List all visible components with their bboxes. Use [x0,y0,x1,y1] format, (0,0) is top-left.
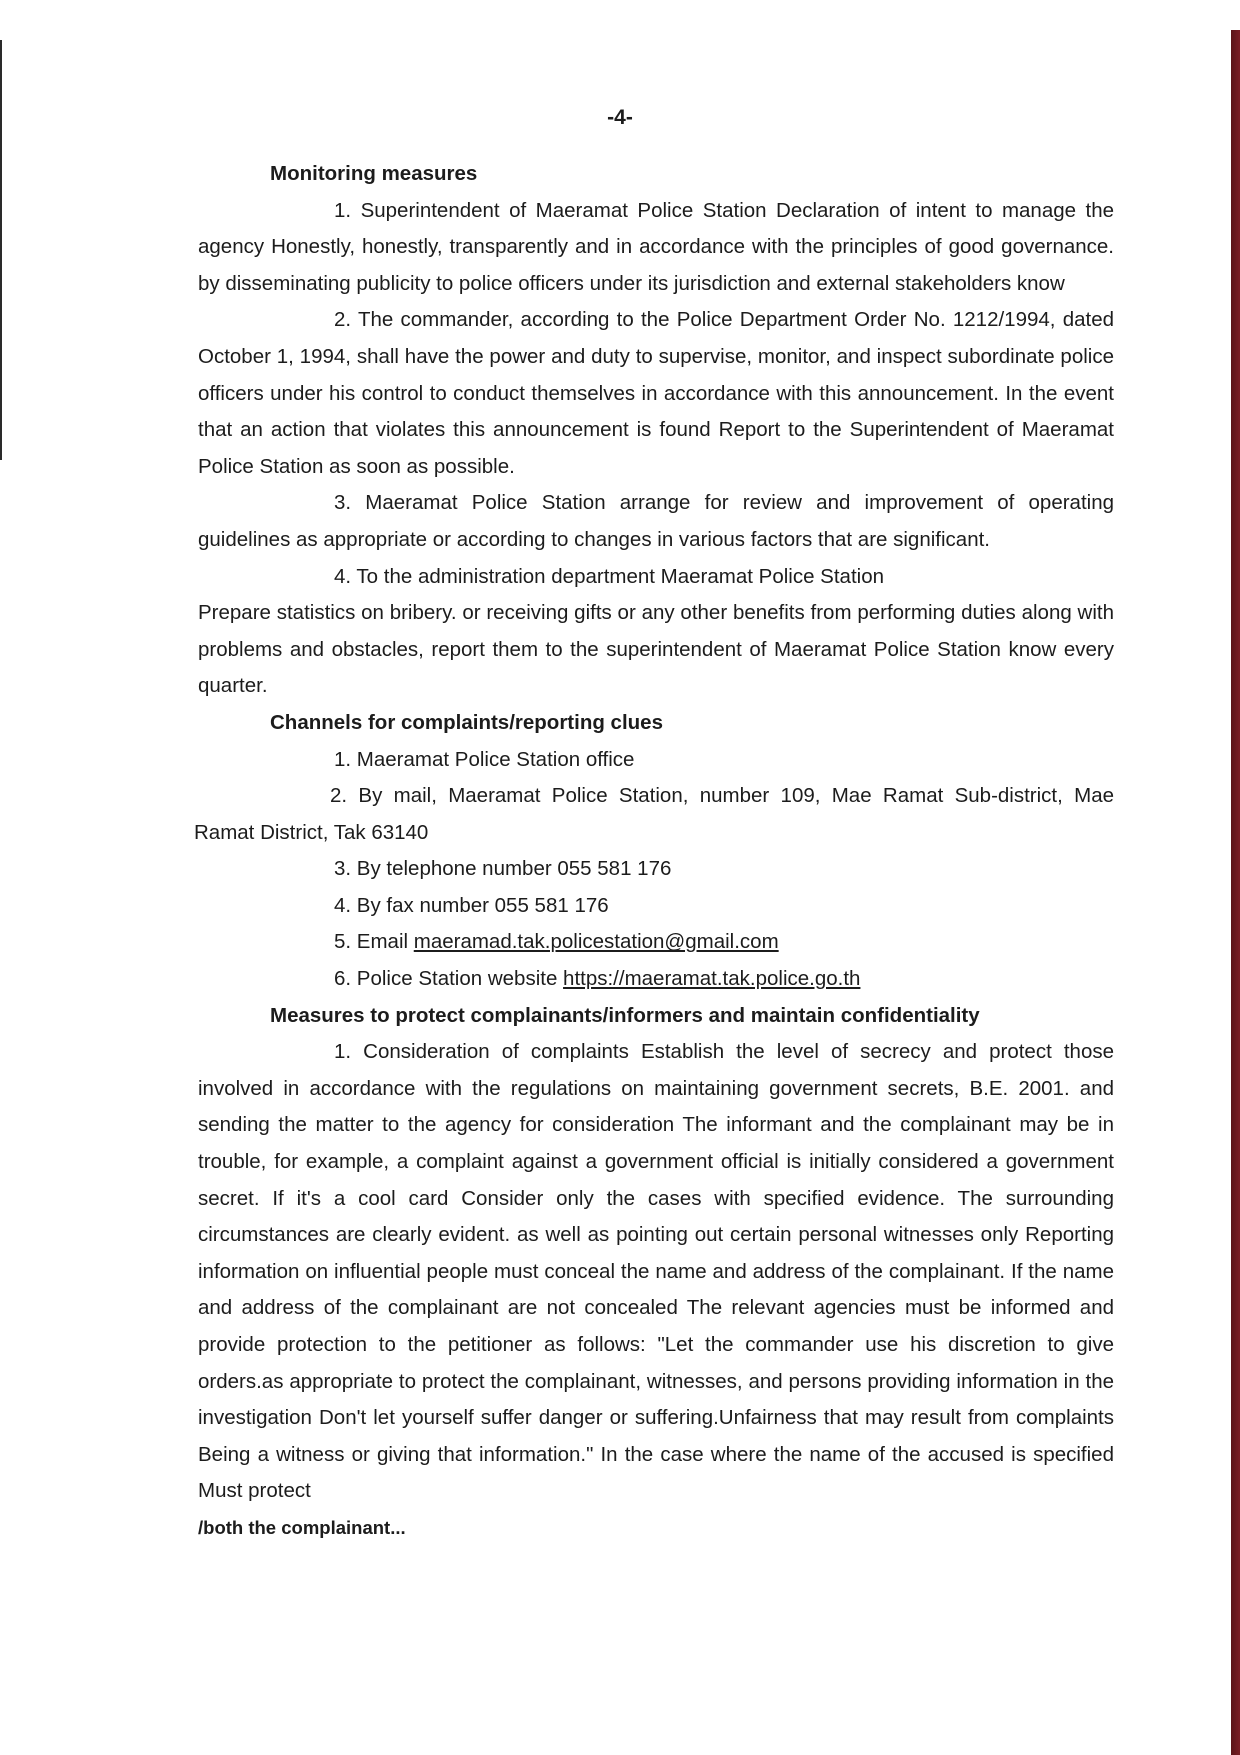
monitoring-heading: Monitoring measures [270,162,478,185]
email-link[interactable]: maeramad.tak.policestation@gmail.com [413,930,779,954]
channel-fax: 4. By fax number 055 581 176 [334,893,609,917]
scan-edge-left [0,40,2,460]
channel-telephone: 3. By telephone number 055 581 176 [334,857,672,881]
channel-email-label: 5. Email [334,930,414,954]
continuation-note: /both the complainant... [198,1516,406,1538]
channels-heading: Channels for complaints/reporting clues [270,710,663,734]
page-number: -4- [607,106,633,129]
channel-mail: 2. By mail, Maeramat Police Station, number 109, Mae Ramat Sub-district, Mae Ramat District, Tak 63140 [194,784,1114,844]
protection-heading: Measures to protect complainants/informers and maintain confidentiality [270,1003,980,1027]
monitoring-item-2: 2. The commander, according to the Police Department Order No. 1212/1994, dated October 1, 1994, shall have the power and duty to supervise, monitor, and inspect subordinate police officers under his control to conduct themselves in accordance with this announcement. In the event that an action that violates this announcement is found Report to the Superintendent of Maeramat Police Station as soon as possible. [198,308,1114,478]
channel-office: 1. Maeramat Police Station office [334,747,635,771]
monitoring-item-4-body: Prepare statistics on bribery. or receiving gifts or any other benefits from performing duties along with problems and obstacles, report them to the superintendent of Maeramat Police Station know every quarter. [198,601,1114,698]
document-body [194,156,1114,1547]
website-link[interactable]: https://maeramat.tak.police.go.th [563,967,861,991]
channel-website-label: 6. Police Station website [334,967,564,991]
scan-edge-right [1231,30,1240,1755]
monitoring-item-4-first-line: 4. To the administration department Maeramat Police Station [334,564,884,588]
monitoring-item-1: 1. Superintendent of Maeramat Police Station Declaration of intent to manage the agency Honestly, honestly, transparently and in accordance with the principles of good governance. by disseminating publicity to police officers under its jurisdiction and external stakeholders know [198,198,1114,295]
channel-email [198,924,1114,961]
protection-item-1: 1. Consideration of complaints Establish the level of secrecy and protect those involved in accordance with the regulations on maintaining government secrets, B.E. 2001. and sending the matter to the agency for consideration The informant and the complainant may be in trouble, for example, a complaint against a government official is initially considered a government secret. If it's a cool card Consider only the cases with specified evidence. The surrounding circumstances are clearly evident. as well as pointing out certain personal witnesses only Reporting information on influential people must conceal the name and address of the complainant. If the name and address of the complainant are not concealed The relevant agencies must be informed and provide protection to the petitioner as follows: "Let the commander use his discretion to give orders.as appropriate to protect the complainant, witnesses, and persons providing information in the investigation Don't let yourself suffer danger or suffering.Unfairness that may result from complaints Being a witness or giving that information." In the case where the name of the accused is specified Must protect [198,1040,1114,1503]
monitoring-item-3: 3. Maeramat Police Station arrange for review and improvement of operating guidelines as appropriate or according to changes in various factors that are significant. [198,491,1114,551]
channel-website [198,961,1114,998]
